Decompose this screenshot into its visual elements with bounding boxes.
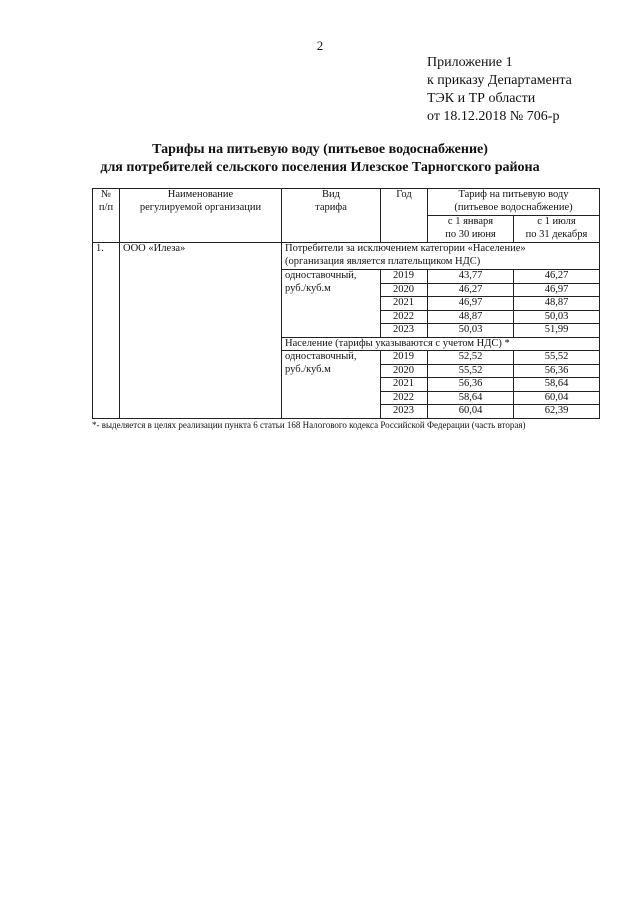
tariff-second-half: 46,27 xyxy=(514,270,600,284)
tariff-table xyxy=(92,188,600,419)
group1-label-row xyxy=(93,243,600,270)
tariff-first-half: 60,04 xyxy=(428,405,514,419)
tariff-second-half: 48,87 xyxy=(514,297,600,311)
tariff-second-half: 60,04 xyxy=(514,391,600,405)
tariff-first-half: 46,97 xyxy=(428,297,514,311)
year-cell: 2021 xyxy=(381,297,428,311)
header-period-first-half: с 1 января по 30 июня xyxy=(428,216,514,243)
footnote: *- выделяется в целях реализации пункта 6 статьи 168 Налогового кодекса Российской Федерации (часть вторая) xyxy=(92,420,526,430)
header-organization: Наименование регулируемой организации xyxy=(120,189,282,243)
appendix-line: Приложение 1 xyxy=(427,55,513,70)
page-number: 2 xyxy=(316,38,324,53)
year-cell: 2023 xyxy=(381,405,428,419)
appendix-line: к приказу Департамента xyxy=(427,73,572,88)
tariff-first-half: 50,03 xyxy=(428,324,514,338)
organization-name: ООО «Илеза» xyxy=(120,243,282,419)
tariff-first-half: 48,87 xyxy=(428,310,514,324)
header-num: № п/п xyxy=(93,189,120,243)
year-cell: 2020 xyxy=(381,364,428,378)
tariff-first-half: 55,52 xyxy=(428,364,514,378)
year-cell: 2021 xyxy=(381,378,428,392)
tariff-first-half: 46,27 xyxy=(428,283,514,297)
header-tariff-type: Вид тарифа xyxy=(282,189,381,243)
document-title xyxy=(0,141,640,177)
tariff-first-half: 43,77 xyxy=(428,270,514,284)
appendix-block xyxy=(427,54,572,126)
tariff-second-half: 46,97 xyxy=(514,283,600,297)
year-cell: 2019 xyxy=(381,351,428,365)
tariff-first-half: 56,36 xyxy=(428,378,514,392)
tariff-second-half: 55,52 xyxy=(514,351,600,365)
title-line: для потребителей сельского поселения Илезское Тарногского района xyxy=(100,160,540,175)
group2-tariff-type: одноставочный, руб./куб.м xyxy=(282,351,381,419)
tariff-first-half: 52,52 xyxy=(428,351,514,365)
header-tariff: Тариф на питьевую воду (питьевое водоснабжение) xyxy=(428,189,600,216)
year-cell: 2020 xyxy=(381,283,428,297)
tariff-second-half: 62,39 xyxy=(514,405,600,419)
year-cell: 2022 xyxy=(381,391,428,405)
year-cell: 2019 xyxy=(381,270,428,284)
tariff-second-half: 58,64 xyxy=(514,378,600,392)
header-period-second-half: с 1 июля по 31 декабря xyxy=(514,216,600,243)
tariff-first-half: 58,64 xyxy=(428,391,514,405)
year-cell: 2022 xyxy=(381,310,428,324)
header-year: Год xyxy=(381,189,428,243)
tariff-second-half: 51,99 xyxy=(514,324,600,338)
group1-tariff-type: одноставочный, руб./куб.м xyxy=(282,270,381,338)
appendix-line: от 18.12.2018 № 706-р xyxy=(427,109,560,124)
row-number: 1. xyxy=(93,243,120,419)
title-line: Тарифы на питьевую воду (питьевое водоснабжение) xyxy=(152,142,488,157)
table-header-row xyxy=(93,189,600,216)
group1-label: Потребители за исключением категории «Население» (организация является плательщиком НДС) xyxy=(282,243,600,270)
group2-label: Население (тарифы указываются с учетом НДС) * xyxy=(282,337,600,351)
appendix-line: ТЭК и ТР области xyxy=(427,91,536,106)
year-cell: 2023 xyxy=(381,324,428,338)
tariff-second-half: 50,03 xyxy=(514,310,600,324)
tariff-second-half: 56,36 xyxy=(514,364,600,378)
